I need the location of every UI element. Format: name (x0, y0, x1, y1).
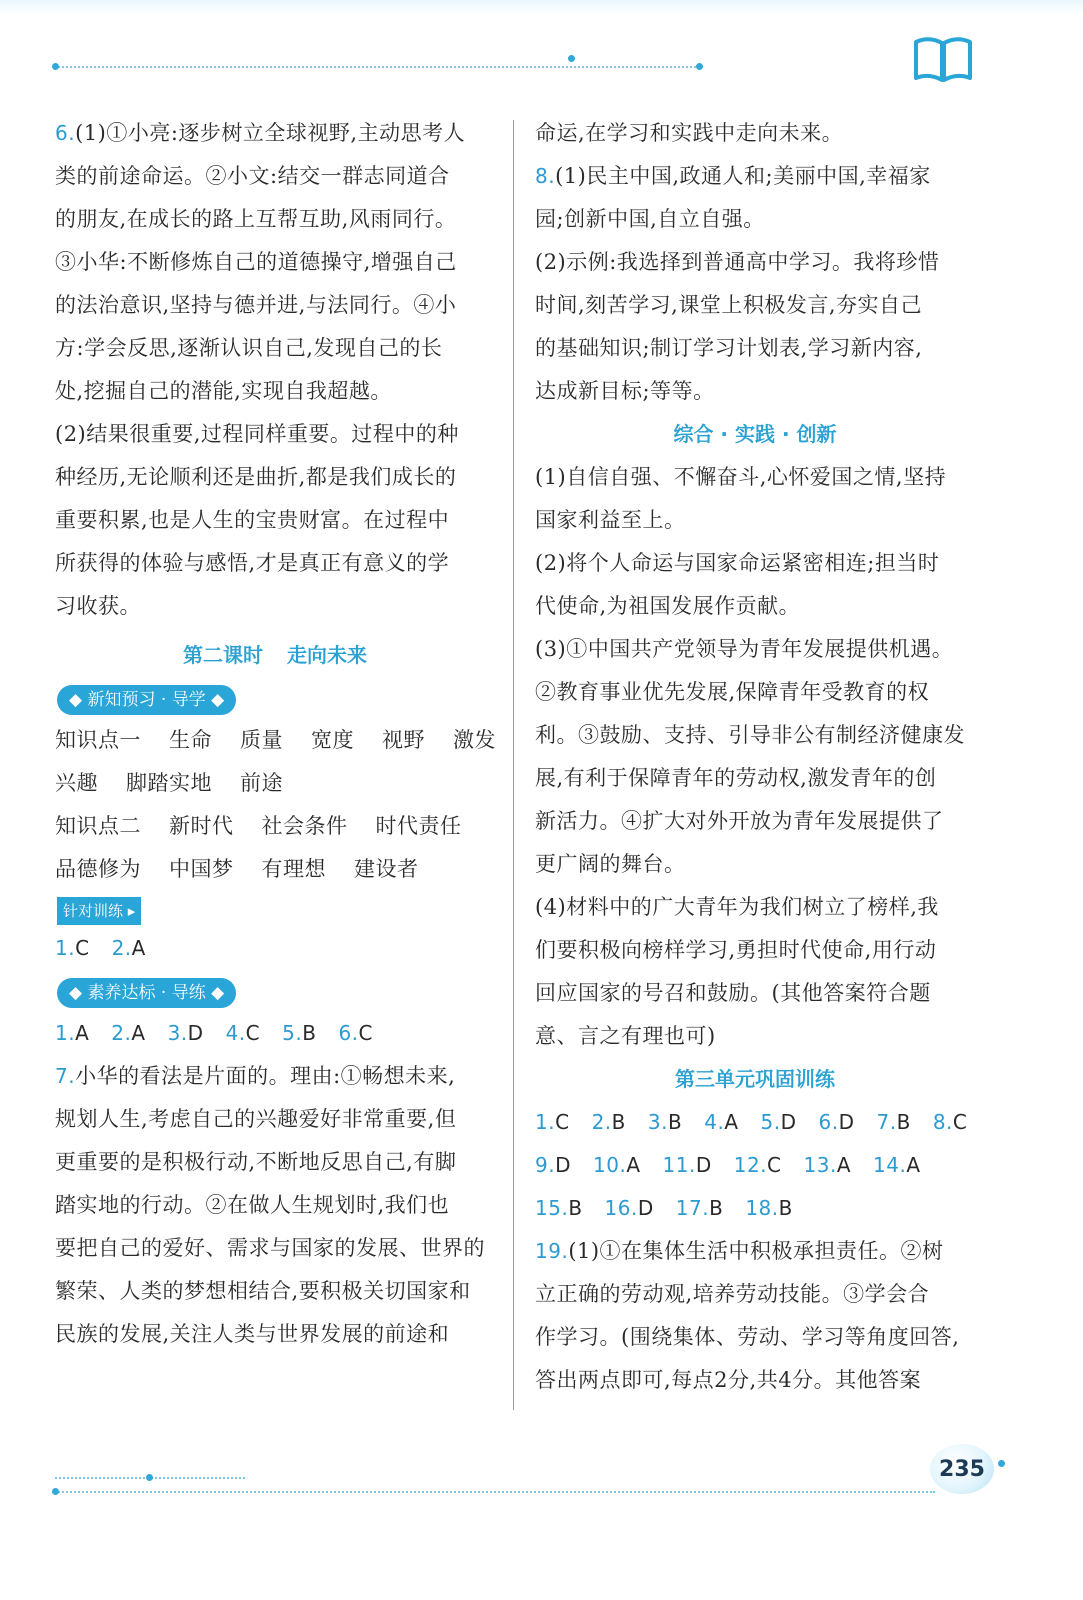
answer-item (745, 1187, 793, 1230)
answer-line: 踏实地的行动。②在做人生规划时,我们也 (55, 1193, 450, 1217)
answer-number: 1. (55, 936, 76, 960)
answer-row (535, 1101, 975, 1144)
answer-choice: A (626, 1153, 641, 1177)
page-number: 235 (930, 1444, 994, 1494)
answer-line: (2)将个人命运与国家命运紧密相连;担当时 (535, 551, 940, 575)
answer-line: 类的前途命运。②小文:结交一群志同道合 (55, 164, 450, 188)
answer-choice: A (131, 1021, 146, 1045)
answer-row (535, 1144, 975, 1187)
answer-line: 命运,在学习和实践中走向未来。 (535, 121, 844, 145)
answer-number: 6. (818, 1110, 839, 1134)
answer-number: 11. (662, 1153, 696, 1177)
lesson-title (55, 634, 495, 677)
answer-choice: D (695, 1153, 712, 1177)
answer-line: 达成新目标;等等。 (535, 379, 715, 403)
header-rule-dot (696, 63, 703, 70)
top-band (0, 0, 1083, 14)
answer-item (168, 1012, 204, 1055)
answer-line: 园;创新中国,自立自强。 (535, 207, 765, 231)
answer-line: 所获得的体验与感悟,才是真正有意义的学 (55, 551, 450, 575)
keyword: 品德修为 (55, 857, 141, 881)
answer-item (111, 1012, 145, 1055)
answer-item (282, 1012, 316, 1055)
answer-line: 民族的发展,关注人类与世界发展的前途和 (55, 1322, 450, 1346)
answer-line: 利。③鼓励、支持、引导非公有制经济健康发 (535, 723, 965, 747)
answer-item (676, 1187, 724, 1230)
answer-line: 国家利益至上。 (535, 508, 686, 532)
question-number: 8. (535, 164, 556, 188)
answer-choice: C (767, 1153, 782, 1177)
keyword: 知识点二 (55, 814, 141, 838)
keyword: 新时代 (169, 814, 234, 838)
answer-line: (3)①中国共产党领导为青年发展提供机遇。 (535, 637, 954, 661)
answer-choice: B (778, 1196, 793, 1220)
answer-choice: A (724, 1110, 739, 1134)
answer-line: 立正确的劳动观,培养劳动技能。③学会合 (535, 1282, 930, 1306)
answer-item (112, 927, 146, 970)
answer-item (535, 1187, 583, 1230)
answer-number: 1. (55, 1021, 76, 1045)
answer-item (55, 1012, 89, 1055)
answer-item (226, 1012, 261, 1055)
answer-choice: A (906, 1153, 921, 1177)
question-number: 19. (535, 1239, 569, 1263)
answer-number: 10. (593, 1153, 627, 1177)
header-rule-dot (568, 55, 575, 62)
footer-rule-dot (998, 1460, 1005, 1467)
preview-section-label: ◆ 新知预习 · 导学 ◆ (57, 685, 236, 715)
keyword-row (55, 719, 495, 762)
answer-line: 答出两点即可,每点2分,共4分。其他答案 (535, 1368, 922, 1392)
answer-number: 18. (745, 1196, 779, 1220)
answer-line: 代使命,为祖国发展作贡献。 (535, 594, 801, 618)
answer-text: (1)①在集体生活中积极承担责任。②树 (568, 1239, 944, 1263)
answer-item (734, 1144, 782, 1187)
answer-number: 13. (803, 1153, 837, 1177)
answer-choice: B (667, 1110, 683, 1134)
answer-choice: B (302, 1021, 317, 1045)
answer-line: 种经历,无论顺利还是曲折,都是我们成长的 (55, 465, 457, 489)
standard-section-label: ◆ 素养达标 · 导练 ◆ (57, 978, 236, 1008)
answer-item (338, 1012, 373, 1055)
answer-number: 16. (604, 1196, 638, 1220)
keyword: 时代责任 (375, 814, 462, 838)
answer-number: 2. (591, 1110, 612, 1134)
keyword: 有理想 (261, 857, 326, 881)
answer-item (804, 1144, 852, 1187)
footer-rule-dot (146, 1474, 153, 1481)
answer-item (593, 1144, 641, 1187)
footer-rule-dot (52, 1488, 59, 1495)
answer-line: 的基础知识;制订学习计划表,学习新内容, (535, 336, 923, 360)
answer-line: (2)结果很重要,过程同样重要。过程中的种 (55, 422, 459, 446)
section-title: 综合 · 实践 · 创新 (673, 422, 837, 446)
answer-choice: A (131, 936, 146, 960)
answer-line: 们要积极向榜样学习,勇担时代使命,用行动 (535, 938, 937, 962)
answer-row (55, 927, 495, 970)
answer-number: 5. (282, 1021, 303, 1045)
keyword: 视野 (382, 728, 425, 752)
answer-text: (1)民主中国,政通人和;美丽中国,幸福家 (555, 164, 931, 188)
answer-line: ②教育事业优先发展,保障青年受教育的权 (535, 680, 930, 704)
answer-choice: D (780, 1110, 797, 1134)
question-number: 6. (55, 121, 76, 145)
header-rule-dot (52, 63, 59, 70)
answer-choice: B (568, 1196, 583, 1220)
answer-number: 2. (111, 1021, 132, 1045)
answer-line: ③小华:不断修炼自己的道德操守,增强自己 (55, 250, 457, 274)
keyword-row (55, 762, 495, 805)
answer-line: (4)材料中的广大青年为我们树立了榜样,我 (535, 895, 939, 919)
answer-item (535, 1101, 570, 1144)
answer-item (663, 1144, 712, 1187)
keyword: 生命 (169, 728, 212, 752)
left-column (55, 112, 495, 1356)
answer-line: 重要积累,也是人生的宝贵财富。在过程中 (55, 508, 450, 532)
answer-number: 5. (760, 1110, 781, 1134)
answer-line: 要把自己的爱好、需求与国家的发展、世界的 (55, 1236, 485, 1260)
answer-number: 14. (873, 1153, 907, 1177)
keyword: 社会条件 (261, 814, 348, 838)
unit-title: 第三单元巩固训练 (675, 1067, 835, 1091)
answer-item (933, 1101, 968, 1144)
keyword: 宽度 (311, 728, 354, 752)
answer-choice: C (75, 936, 90, 960)
answer-choice: D (187, 1021, 204, 1045)
answer-line: 更广阔的舞台。 (535, 852, 686, 876)
answer-number: 4. (704, 1110, 725, 1134)
answer-choice: C (245, 1021, 261, 1045)
answer-item (605, 1187, 654, 1230)
answer-text: (1)①小亮:逐步树立全球视野,主动思考人 (75, 121, 466, 145)
answer-line: 意、言之有理也可) (535, 1024, 716, 1048)
answer-line: 繁荣、人类的梦想相结合,要积极关切国家和 (55, 1279, 471, 1303)
footer-dotted-rule (55, 1491, 935, 1493)
keyword-row (55, 805, 495, 848)
answer-item (592, 1101, 626, 1144)
answer-number: 6. (338, 1021, 359, 1045)
answer-line (535, 155, 975, 198)
answer-line: 的法治意识,坚持与德并进,与法同行。④小 (55, 293, 457, 317)
answer-number: 17. (675, 1196, 710, 1220)
keyword: 建设者 (354, 857, 419, 881)
answer-number: 8. (932, 1110, 953, 1134)
answer-choice: B (611, 1110, 626, 1134)
answer-line: 规划人生,考虑自己的兴趣爱好非常重要,但 (55, 1107, 457, 1131)
answer-line: 方:学会反思,逐渐认识自己,发现自己的长 (55, 336, 443, 360)
answer-line: 习收获。 (55, 594, 141, 618)
answer-number: 7. (876, 1110, 897, 1134)
answer-row (535, 1187, 975, 1230)
answer-line: 更重要的是积极行动,不断地反思自己,有脚 (55, 1150, 457, 1174)
answer-line: 的朋友,在成长的路上互帮互助,风雨同行。 (55, 207, 457, 231)
answer-item (819, 1101, 855, 1144)
answer-choice: A (75, 1021, 90, 1045)
answer-number: 15. (535, 1196, 569, 1220)
answer-line: 回应国家的号召和鼓励。(其他答案符合题 (535, 981, 931, 1005)
drill-section-label: 针对训练 ▸ (57, 897, 141, 925)
answer-choice: D (637, 1196, 654, 1220)
header-dotted-rule (55, 66, 700, 68)
answer-item (877, 1101, 911, 1144)
keyword: 激发 (453, 728, 496, 752)
column-divider (513, 120, 514, 1410)
open-book-icon (912, 34, 974, 84)
keyword: 知识点一 (55, 728, 141, 752)
answer-choice: D (838, 1110, 855, 1134)
answer-choice: C (952, 1110, 968, 1134)
keyword-row (55, 848, 495, 891)
answer-number: 4. (225, 1021, 246, 1045)
answer-line: 作学习。(围绕集体、劳动、学习等角度回答, (535, 1325, 960, 1349)
answer-number: 3. (167, 1021, 188, 1045)
answer-item (55, 927, 90, 970)
keyword: 兴趣 (55, 771, 98, 795)
right-column (535, 112, 975, 1402)
answer-choice: C (358, 1021, 374, 1045)
answer-choice: A (836, 1153, 851, 1177)
answer-line: (1)自信自强、不懈奋斗,心怀爱国之情,坚持 (535, 465, 947, 489)
lesson-title-part: 第二课时 (183, 643, 263, 667)
answer-choice: D (555, 1153, 571, 1177)
answer-number: 2. (111, 936, 132, 960)
answer-line: 时间,刻苦学习,课堂上积极发言,夯实自己 (535, 293, 923, 317)
answer-line: 新活力。④扩大对外开放为青年发展提供了 (535, 809, 944, 833)
answer-text: 小华的看法是片面的。理由:①畅想未来, (75, 1064, 456, 1088)
answer-item (761, 1101, 797, 1144)
answer-line: (2)示例:我选择到普通高中学习。我将珍惜 (535, 250, 940, 274)
answer-number: 9. (535, 1153, 556, 1177)
answer-row (55, 1012, 495, 1055)
answer-line: 处,挖掘自己的潜能,实现自我超越。 (55, 379, 392, 403)
answer-line (55, 1055, 495, 1098)
answer-item (873, 1144, 921, 1187)
question-number: 7. (55, 1064, 76, 1088)
answer-choice: B (896, 1110, 911, 1134)
answer-item (648, 1101, 682, 1144)
answer-line (55, 112, 495, 155)
answer-line: 展,有利于保障青年的劳动权,激发青年的创 (535, 766, 937, 790)
answer-item (535, 1144, 571, 1187)
lesson-title-part: 走向未来 (287, 643, 367, 667)
answer-line (535, 1230, 975, 1273)
answer-number: 3. (647, 1110, 668, 1134)
answer-item (704, 1101, 738, 1144)
answer-choice: B (709, 1196, 724, 1220)
answer-number: 12. (733, 1153, 768, 1177)
keyword: 中国梦 (169, 857, 234, 881)
answer-number: 1. (535, 1110, 556, 1134)
keyword: 脚踏实地 (126, 771, 212, 795)
keyword: 质量 (240, 728, 283, 752)
answer-choice: C (555, 1110, 570, 1134)
keyword: 前途 (240, 771, 283, 795)
